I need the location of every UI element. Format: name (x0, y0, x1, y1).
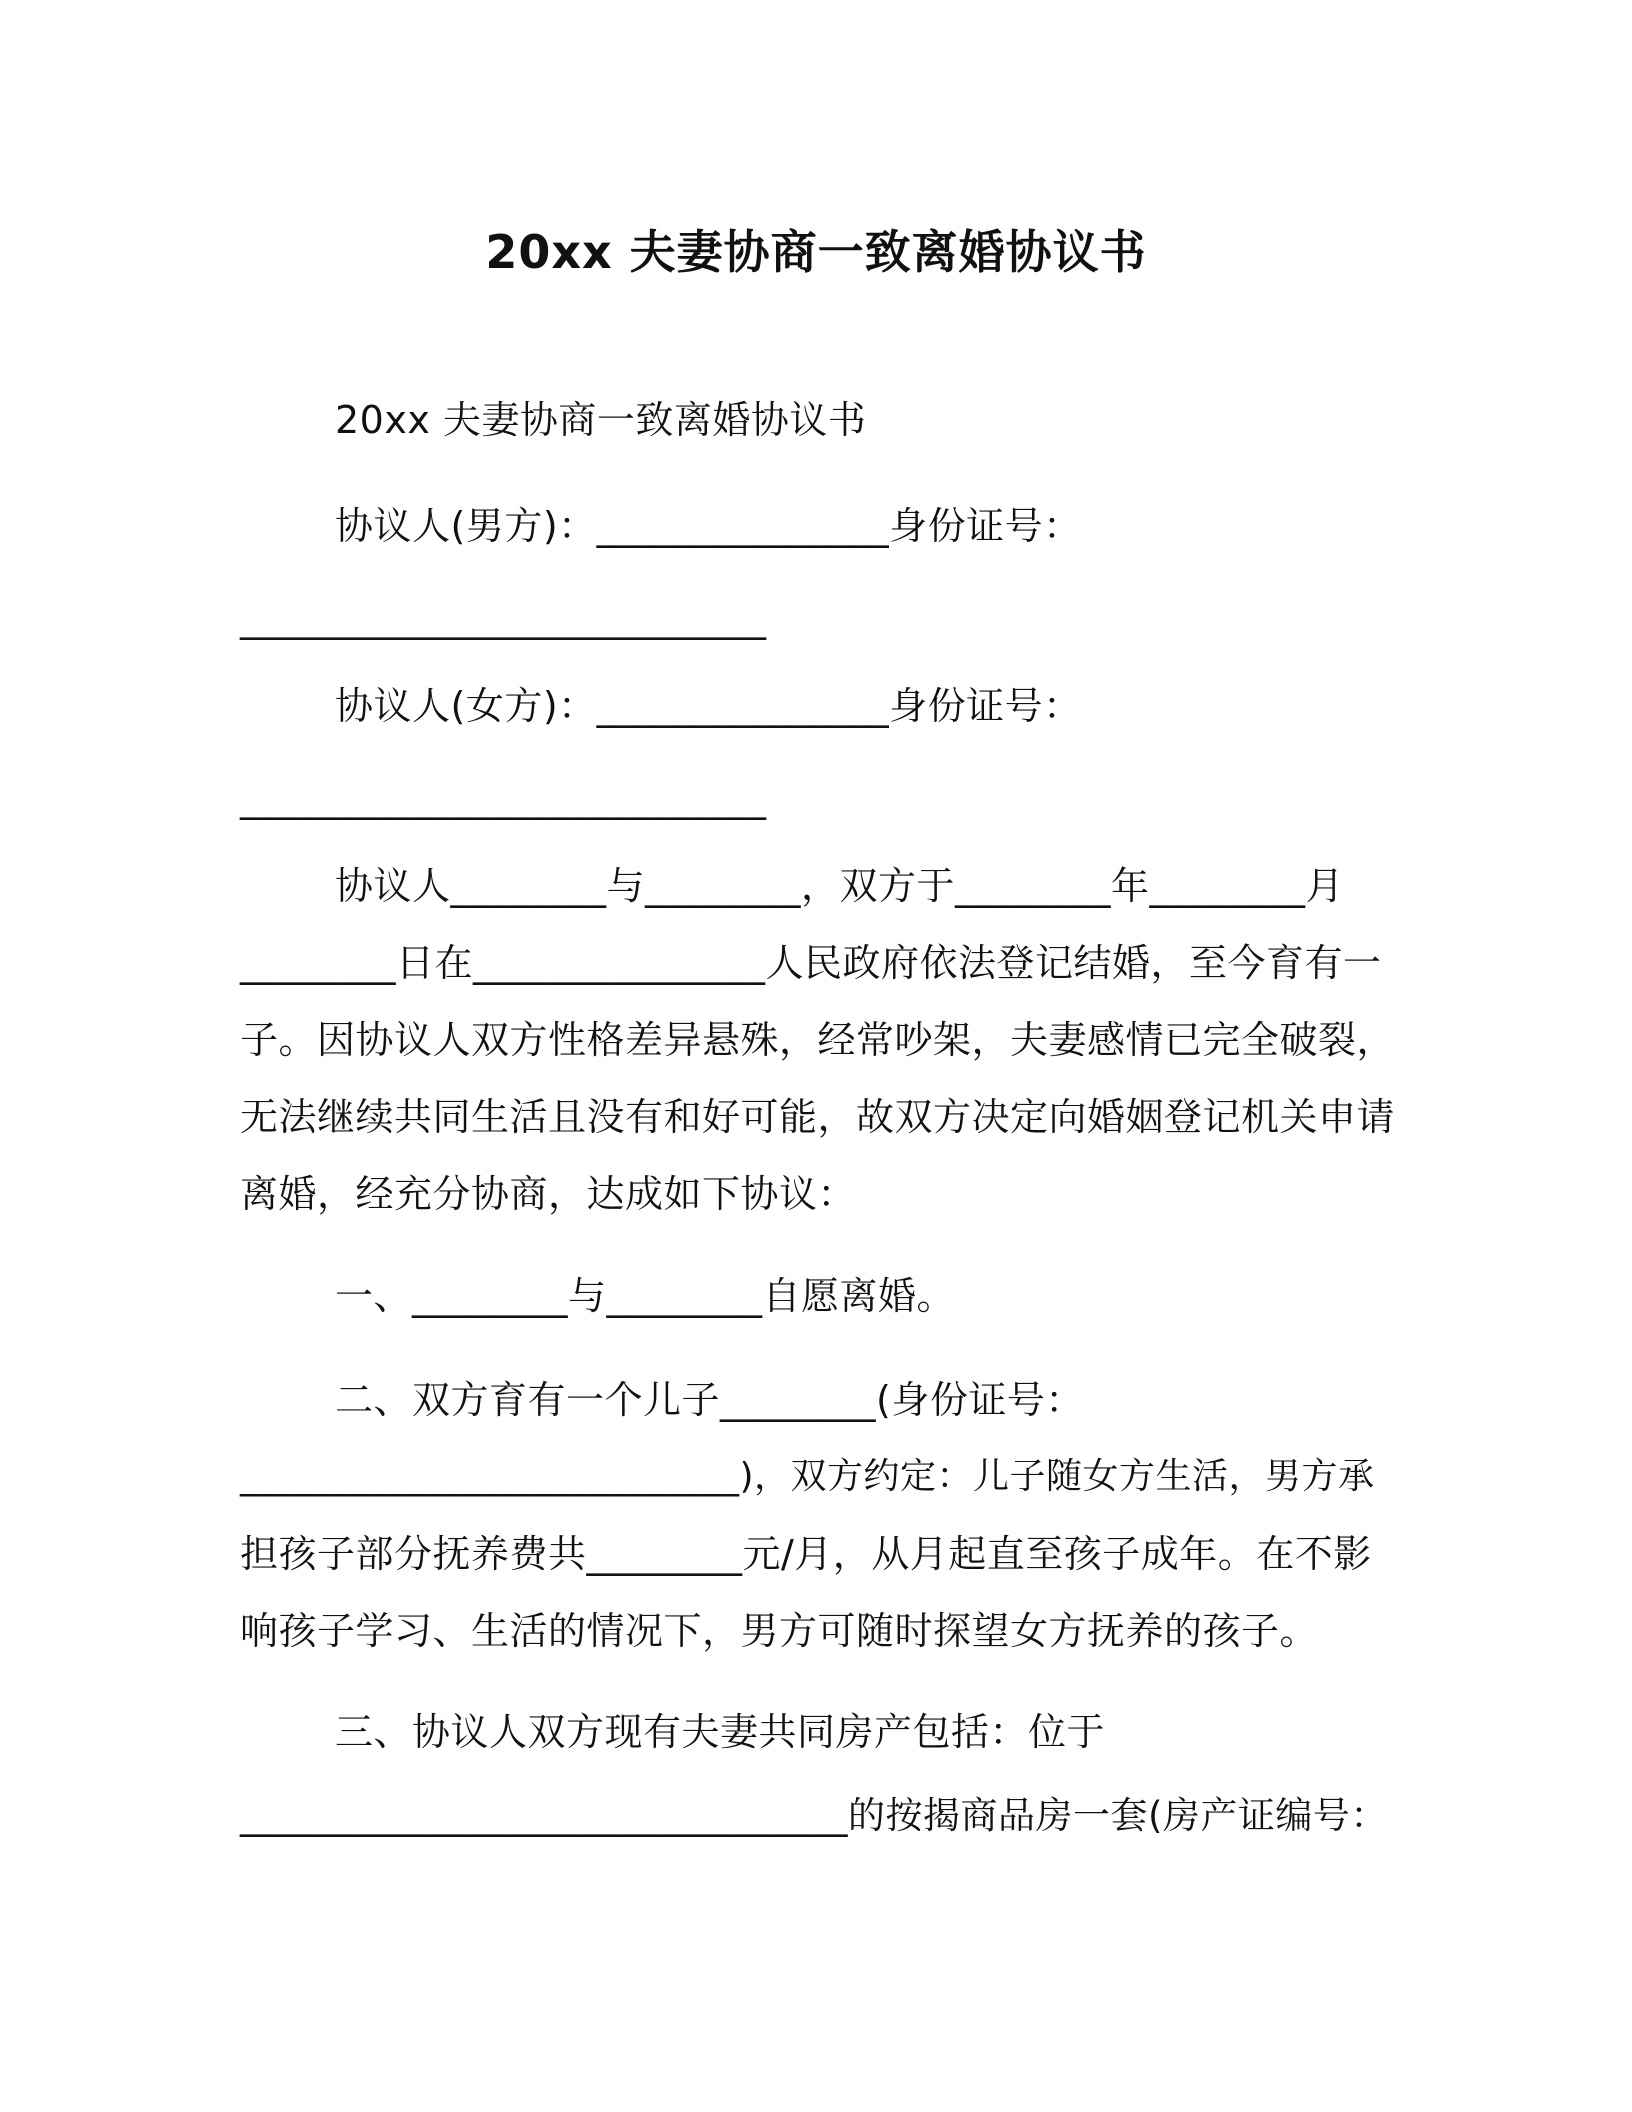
paragraph-line: 子。因协议人双方性格差异悬殊，经常吵架，夫妻感情已完全破裂， (240, 1018, 1396, 1062)
paragraph-line: 协议人________与________，双方于________年________月 (335, 864, 1345, 908)
paragraph-line: 离婚，经充分协商，达成如下协议： (240, 1172, 857, 1216)
paragraph-line: 响孩子学习、生活的情况下，男方可随时探望女方抚养的孩子。 (240, 1609, 1319, 1653)
paragraph-line: ___________________________)，双方约定：儿子随女方生活，男方承 (240, 1456, 1375, 1497)
paragraph-line: 协议人(男方)：_______________身份证号： (335, 504, 1082, 548)
paragraph-line: 担孩子部分抚养费共________元/月，从月起直至孩子成年。在不影 (240, 1532, 1372, 1576)
paragraph-line: 无法继续共同生活且没有和好可能，故双方决定向婚姻登记机关申请 (240, 1095, 1396, 1139)
clause-one: 一、________与________自愿离婚。 (335, 1274, 956, 1318)
paragraph-line: ________日在_______________人民政府依法登记结婚，至今育有一 (240, 941, 1382, 985)
clause-three: 三、协议人双方现有夫妻共同房产包括：位于 (335, 1710, 1106, 1754)
paragraph-line: ___________________________ (240, 776, 767, 820)
clause-two: 二、双方育有一个儿子________(身份证号： (335, 1378, 1084, 1422)
paragraph-line: ___________________________ (240, 596, 767, 640)
document-title: 20xx 夫妻协商一致离婚协议书 (485, 225, 1147, 279)
document-subtitle: 20xx 夫妻协商一致离婚协议书 (335, 398, 867, 442)
paragraph-line: ________________________________的按揭商品房一套(房产证编号： (240, 1794, 1388, 1837)
paragraph-line: 协议人(女方)：_______________身份证号： (335, 684, 1082, 728)
